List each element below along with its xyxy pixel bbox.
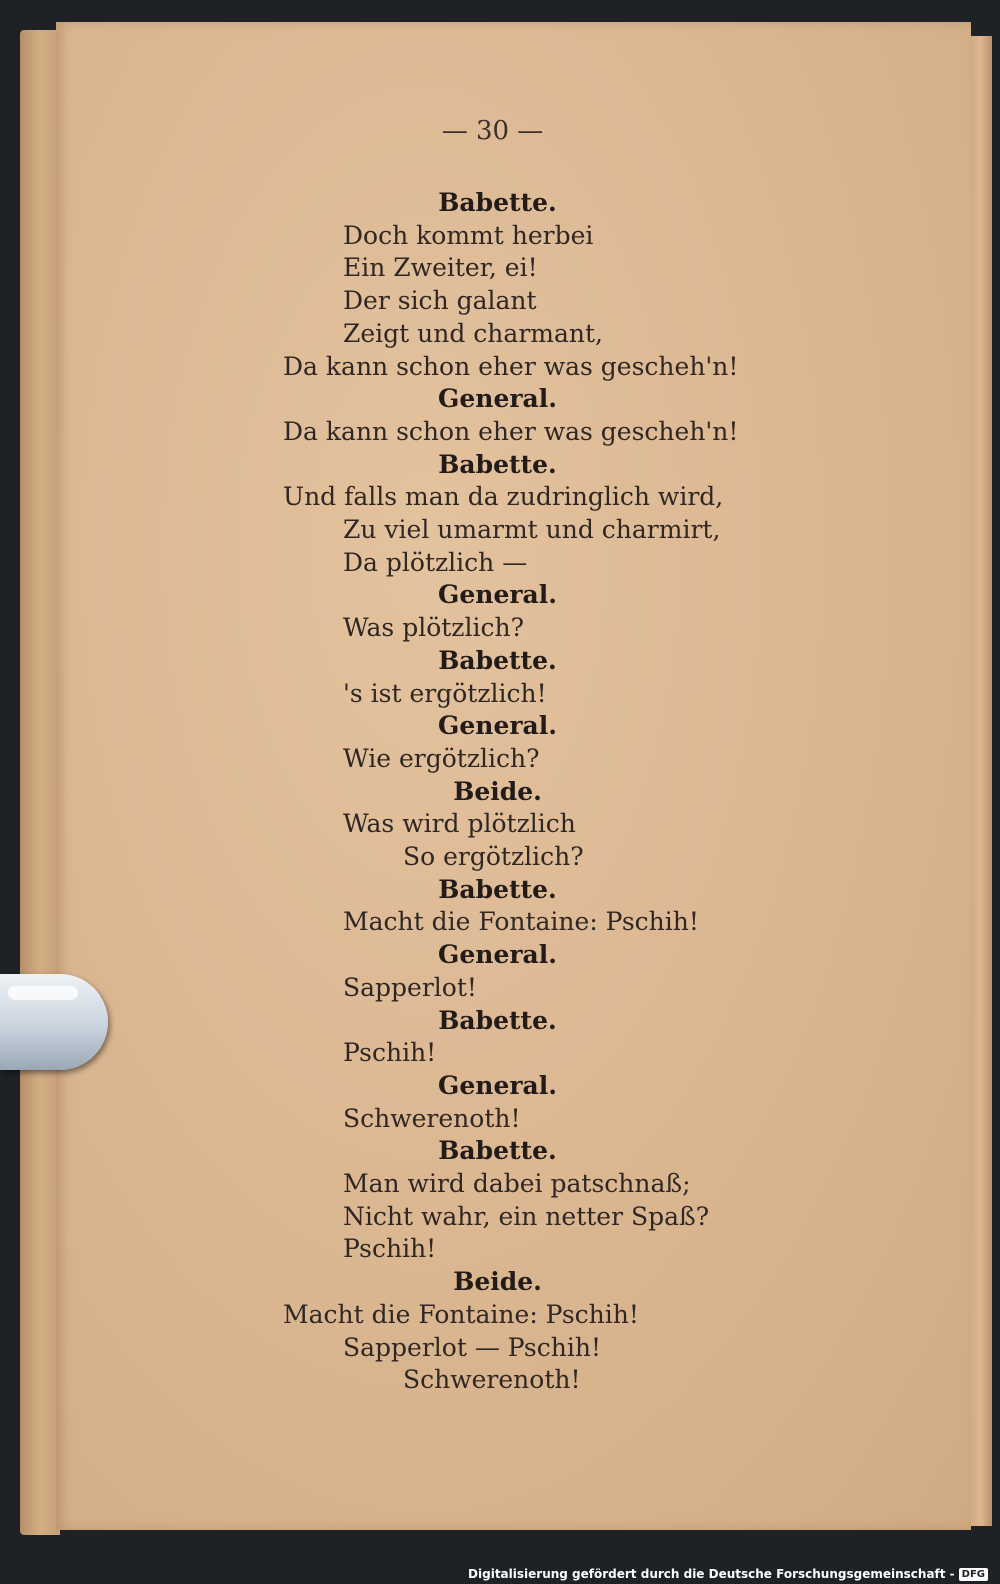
verse-line: Zeigt und charmant, (343, 319, 603, 348)
verse-line: So ergötzlich? (403, 842, 584, 871)
verse-line: Der sich galant (343, 286, 537, 315)
verse-line: Da kann schon eher was gescheh'n! (283, 417, 739, 446)
speaker-name: Babette. (438, 646, 557, 675)
verse-line: Was plötzlich? (343, 613, 524, 642)
speaker-name: Babette. (438, 1006, 557, 1035)
verse-line: Macht die Fontaine: Pschih! (343, 907, 699, 936)
verse-line: Da kann schon eher was gescheh'n! (283, 352, 739, 381)
verse-line: Sapperlot — Pschih! (343, 1333, 601, 1362)
verse-line: Macht die Fontaine: Pschih! (283, 1300, 639, 1329)
page-number: — 30 — (441, 116, 544, 146)
speaker-name: General. (438, 384, 557, 413)
speaker-name: Beide. (453, 1267, 542, 1296)
digitization-credit (468, 1567, 988, 1581)
verse-line: Und falls man da zudringlich wird, (283, 482, 724, 511)
speaker-name: General. (438, 1071, 557, 1100)
speaker-name: General. (438, 711, 557, 740)
dfg-logo: DFG (959, 1568, 988, 1581)
verse-line: Wie ergötzlich? (343, 744, 540, 773)
verse-line: Pschih! (343, 1038, 437, 1067)
verse-line: Nicht wahr, ein netter Spaß? (343, 1202, 710, 1231)
verse-line: Zu viel umarmt und charmirt, (343, 515, 721, 544)
speaker-name: Babette. (438, 188, 557, 217)
verse-line: Schwerenoth! (403, 1365, 581, 1394)
verse-line: Doch kommt herbei (343, 221, 594, 250)
speaker-name: Babette. (438, 450, 557, 479)
verse-line: Pschih! (343, 1234, 437, 1263)
verse-line: Da plötzlich — (343, 548, 528, 577)
verse-line: Sapperlot! (343, 973, 477, 1002)
verse-line: Ein Zweiter, ei! (343, 253, 538, 282)
speaker-name: General. (438, 580, 557, 609)
speaker-name: Babette. (438, 875, 557, 904)
speaker-name: Beide. (453, 777, 542, 806)
speaker-name: General. (438, 940, 557, 969)
verse-line: Man wird dabei patschnaß; (343, 1169, 691, 1198)
verse-line: Was wird plötzlich (343, 809, 576, 838)
verse-line: Schwerenoth! (343, 1104, 521, 1133)
credit-text: Digitalisierung gefördert durch die Deutsche Forschungsgemeinschaft - (468, 1567, 955, 1581)
speaker-name: Babette. (438, 1136, 557, 1165)
verse-line: 's ist ergötzlich! (343, 679, 547, 708)
